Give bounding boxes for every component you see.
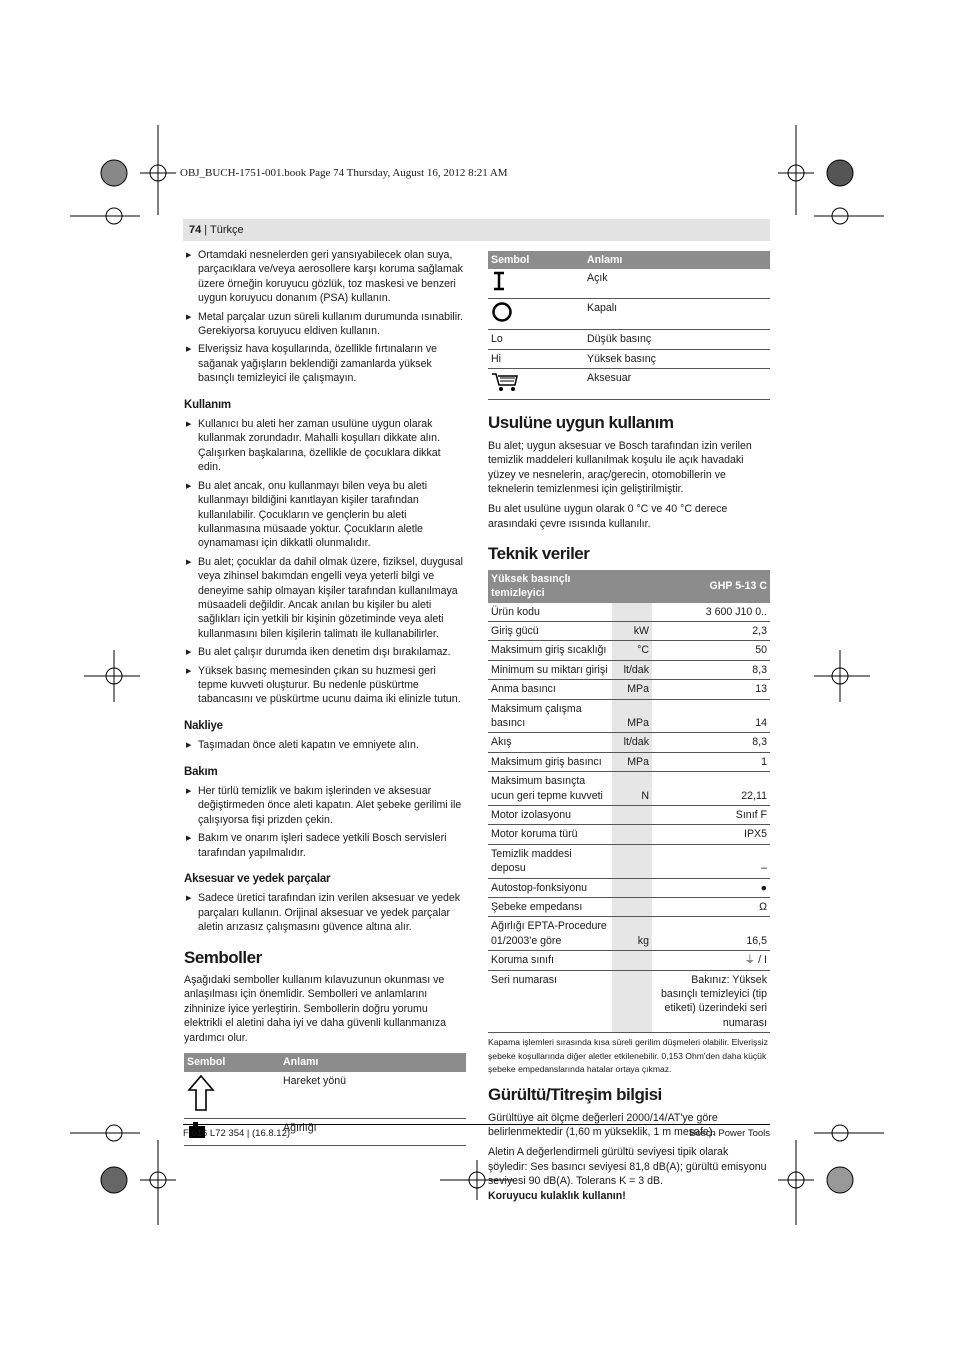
spec-row [488,660,770,679]
spec-table [488,570,770,1034]
spec-value: 8,3 [652,660,770,679]
symbol-meaning: Düşük basınç [584,330,770,349]
spec-label: Minimum su miktarı girişi [488,660,612,679]
spec-row [488,825,770,844]
list-item: ▶ Sadece üretici tarafından izin verilen aksesuar ve yedek parçaları kullanın. Orijinal aksesuar ve yedek parçalar aletin arızasız çalışmasını güvence altına alır. [184,891,466,934]
symbol-meaning: Aksesuar [584,369,770,400]
spec-row [488,878,770,897]
list-item: ▶ Bu alet ancak, onu kullanmayı bilen veya bu aleti kullanmayı bildiğini kanıtlayan kişiler tarafından kullanılabilir. Çocukların ve gençlerin bu aleti kullanmasına müsaade yoktur. Çocukların aletle oynamaması için dikkatli olunmalıdır. [184,479,466,551]
table-row [184,1072,466,1119]
section-title-aksesuar: Aksesuar ve yedek parçalar [184,873,331,886]
on-icon [491,271,507,291]
spec-row [488,772,770,806]
symbol-table-right [488,251,770,400]
list-item: ▶ Yüksek basınç memesinden çıkan su huzmesi geri tepme kuvveti oluşturur. Bu nedenle püskürtme tabancasını ve püskürtme ucunu daima iki elinizle tutun. [184,664,466,707]
spec-unit: °C [612,641,652,660]
list-item: ▶ Kullanıcı bu aleti her zaman usulüne uygun olarak kullanmak zorundadır. Mahalli koşulları dikkate alın. Çalışırken başkalarına, özellikle de çocuklara dikkat edin. [184,417,466,475]
spec-value: 2,3 [652,621,770,640]
gurultu-text-1: Gürültüye ait ölçme değerleri 2000/14/AT'ye göre belirlenmektedir (1,60 m yükseklik, 1 m mesafe). [488,1111,718,1138]
spec-value: 3 600 J10 0.. [652,603,770,622]
spec-unit: lt/dak [612,733,652,752]
table-row [488,269,770,298]
symbol-meaning: Kapalı [584,298,770,329]
spec-value: 16,5 [652,917,770,951]
spec-label: Maksimum giriş basıncı [488,752,612,771]
section-title-gurultu: Gürültü/Titreşim bilgisi [488,1085,662,1105]
spec-label: Temizlik maddesi deposu [488,844,612,878]
table-row [488,298,770,329]
left-column [184,248,466,1146]
symbol-meaning: Ağırlığı [280,1118,466,1145]
table-row [488,349,770,368]
col-header: Sembol [184,1053,280,1071]
symbol-meaning: Açık [584,269,770,298]
accessory-cart-icon [491,371,519,393]
spec-unit [612,898,652,917]
spec-label: Akış [488,733,612,752]
col-header: GHP 5-13 C [652,570,770,603]
footer-right: Bosch Power Tools [689,1128,770,1139]
spec-unit [612,805,652,824]
page-number: 74 [189,224,202,236]
spec-value: ⏚ / I [652,951,770,970]
spec-label: Motor koruma türü [488,825,612,844]
arrow-direction-icon [187,1074,215,1112]
col-header [612,570,652,603]
spec-label: Giriş gücü [488,621,612,640]
spec-value: Sınıf F [652,805,770,824]
list-item: ▶ Bu alet; çocuklar da dahil olmak üzere, fiziksel, duygusal veya zihinsel bakımdan engelli veya yeterli bilgi ve deneyime sahip olmayan kişiler tarafından kullanılmaya müsaadeli değildir. Ancak anılan bu kişiler bu aleti sağlıkları için yetkili bir kişinin gözetiminde veya aleti kullanmasını bilen kişilerin talimatı ile kullanabilirler. [184,555,466,641]
spec-value: 1 [652,752,770,771]
spec-value: 14 [652,699,770,733]
spec-label: Maksimum giriş sıcaklığı [488,641,612,660]
spec-value: 22,11 [652,772,770,806]
spec-row [488,621,770,640]
list-item: ▶ Metal parçalar uzun süreli kullanım durumunda ısınabilir. Gerekiyorsa koruyucu eldiven kullanın. [184,310,466,339]
spec-label: Şebeke empedansı [488,898,612,917]
gurultu-warning: Koruyucu kulaklık kullanın! [488,1189,626,1202]
spec-unit [612,844,652,878]
list-item: ▶ Taşımadan önce aleti kapatın ve emniyete alın. [184,738,466,752]
file-meta: OBJ_BUCH-1751-001.book Page 74 Thursday, August 16, 2012 8:21 AM [180,167,508,179]
symbol-text: Lo [488,330,584,349]
spec-value: Bakınız: Yüksek basınçlı temizleyici (tip etiketi) üzerindeki seri numarası [652,970,770,1033]
header-separator: | [201,224,211,236]
spec-label: Ürün kodu [488,603,612,622]
list-item: ▶ Bu alet çalışır durumda iken denetim dışı bırakılamaz. [184,645,466,659]
spec-label: Maksimum basınçta ucun geri tepme kuvveti [488,772,612,806]
section-title-usulune: Usulüne uygun kullanım [488,413,674,433]
spec-value: – [652,844,770,878]
usulune-text-2: Bu alet usulüne uygun olarak 0 °C ve 40 °C derece arasındaki çevre ısısında kullanılır. [488,503,728,530]
spec-row [488,641,770,660]
spec-row [488,951,770,970]
section-title-semboller: Semboller [184,947,262,967]
section-title-bakim: Bakım [184,765,218,778]
spec-row [488,733,770,752]
col-header: Anlamı [280,1053,466,1071]
header-language: Türkçe [210,224,244,236]
spec-row [488,699,770,733]
symbol-text: Hi [488,349,584,368]
section-title-teknik: Teknik veriler [488,544,590,564]
spec-value: 50 [652,641,770,660]
gurultu-text-2: Aletin A değerlendirmeli gürültü seviyesi tipik olarak şöyledir: Ses basıncı seviyesi 81,8 dB(A); gürültü emisyonu seviyesi 90 dB(A). Tolerans K = 3 dB. [488,1146,767,1188]
symbol-meaning: Hareket yönü [280,1072,466,1119]
symbol-meaning: Yüksek basınç [584,349,770,368]
list-item: ▶ Bakım ve onarım işleri sadece yetkili Bosch servisleri tarafından yapılmalıdır. [184,831,466,860]
table-row [488,330,770,349]
spec-row [488,917,770,951]
section-title-nakliye: Nakliye [184,719,223,732]
spec-unit [612,603,652,622]
spec-unit [612,825,652,844]
list-item: ▶ Ortamdaki nesnelerden geri yansıyabilecek olan suya, parçacıklara ve/veya aerosollere karşı koruma sağlamak üzere örneğin koruyucu gözlük, toz maskesi ve benzeri uygun koruyucu donanım (PSA) kullanın. [184,248,466,306]
spec-row [488,680,770,699]
spec-value: IPX5 [652,825,770,844]
col-header: Yüksek basınçlı temizleyici [488,570,612,603]
spec-label: Motor izolasyonu [488,805,612,824]
list-item: ▶ Elverişsiz hava koşullarında, özellikle fırtınaların ve sağanak yağışların beklendiği zamanlarda yüksek basınçlı temizleyici ile çalışmayın. [184,342,466,385]
spec-row [488,970,770,1033]
right-column [488,251,770,1209]
spec-label: Maksimum çalışma basıncı [488,699,612,733]
spec-row [488,752,770,771]
col-header: Anlamı [584,251,770,269]
spec-label: Koruma sınıfı [488,951,612,970]
spec-unit: kW [612,621,652,640]
col-header: Sembol [488,251,584,269]
spec-unit: N [612,772,652,806]
spec-unit [612,878,652,897]
spec-unit [612,970,652,1033]
spec-label: Autostop-fonksiyonu [488,878,612,897]
page-footer [183,1124,770,1139]
spec-value: 13 [652,680,770,699]
page-header [183,219,770,241]
spec-value: 8,3 [652,733,770,752]
spec-footnote: Kapama işlemleri sırasında kısa süreli gerilim düşmeleri olabilir. Elverişsiz şebeke koşullarında diğer aletler etkilenebilir. 0,153 Ohm'den daha küçük şebeke empedanslarında hatalar ortaya çıkmaz. [488,1037,768,1074]
spec-label: Seri numarası [488,970,612,1033]
spec-unit: MPa [612,680,652,699]
spec-unit: lt/dak [612,660,652,679]
table-row [488,369,770,400]
spec-unit: MPa [612,752,652,771]
spec-row [488,603,770,622]
spec-unit: kg [612,917,652,951]
spec-value: ● [652,878,770,897]
spec-row [488,898,770,917]
spec-value: Ω [652,898,770,917]
spec-row [488,844,770,878]
spec-row [488,805,770,824]
list-item: ▶ Her türlü temizlik ve bakım işlerinden ve aksesuar değiştirmeden önce aleti kapatın. Alet şebeke gerilimi ile çalışıyorsa fişi prizden çekin. [184,784,466,827]
spec-unit [612,951,652,970]
footer-left: F 016 L72 354 | (16.8.12) [183,1128,291,1139]
off-icon [491,301,513,323]
spec-label: Anma basıncı [488,680,612,699]
usulune-text-1: Bu alet; uygun aksesuar ve Bosch tarafından izin verilen temizlik maddeleri kullanılmak koşulu ile açık havadaki yüzey ve nesnelerin, araç/gerecin, otomobillerin ve teknelerin temizlenmesi için geliştirilmiştir. [488,439,752,496]
spec-label: Ağırlığı EPTA-Procedure 01/2003'e göre [488,917,612,951]
semboller-text: Aşağıdaki semboller kullanım kılavuzunun okunması ve anlaşılması için önemlidir. Sembolleri ve anlamlarını zihninize iyice yerleştirin. Sembollerin doğru yorumu elektrikli el aletini daha iyi ve daha güvenli kullanmanıza yardımcı olur. [184,974,447,1044]
spec-unit: MPa [612,699,652,733]
section-title-kullanim: Kullanım [184,398,231,411]
